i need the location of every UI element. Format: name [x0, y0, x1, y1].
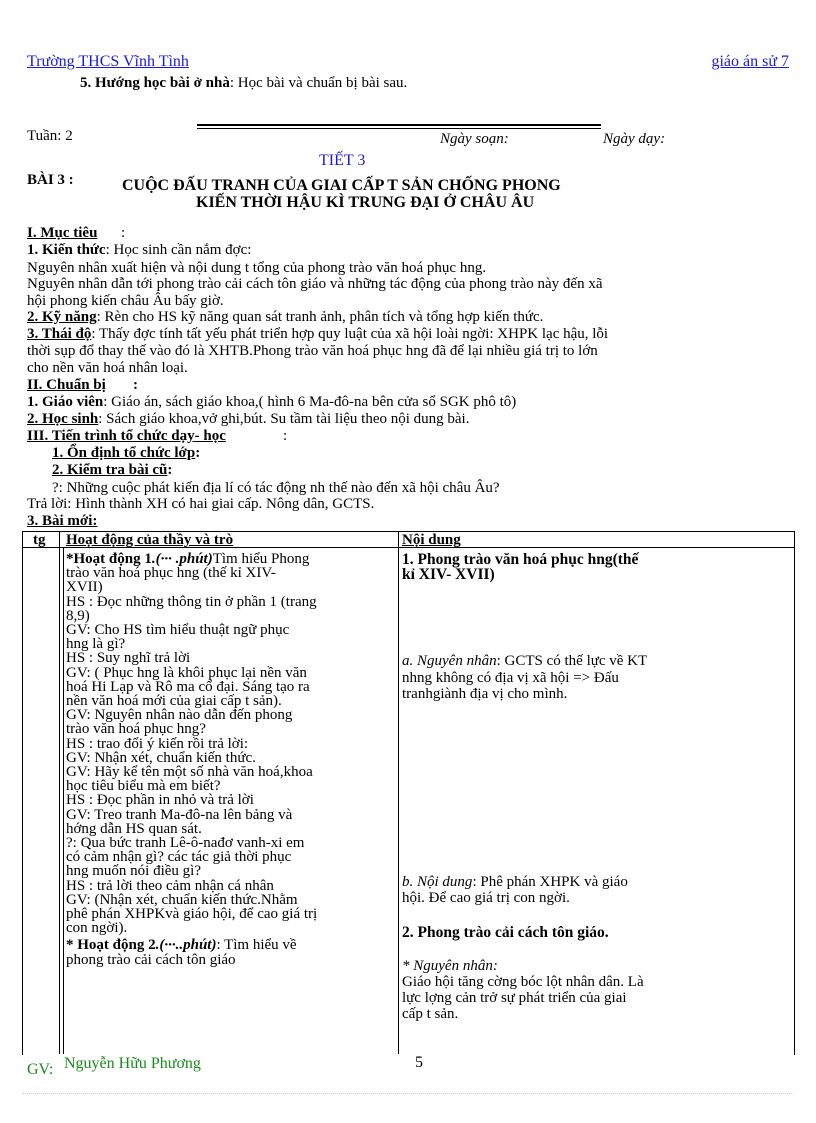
content-line-2: hội. Để cao giá trị con ngời.: [402, 890, 570, 906]
activity-2-title: * Hoạt động 2.(···..phút): Tìm hiểu về: [66, 937, 297, 954]
divider-bottom: [197, 128, 601, 129]
homework-line: 5. Hướng học bài ở nhà: Học bài và chuẩn bị bài sau.: [80, 75, 408, 91]
cause-line: a. Nguyên nhân: GCTS có thế lực về KT: [402, 653, 648, 669]
activity-line: ?: Qua bức tranh Lê-ô-nađơ vanh-xi em: [66, 835, 305, 852]
school-name: Trường THCS Vĩnh Tình: [27, 53, 189, 70]
step-2: 2. Kiểm tra bài cũ:: [52, 462, 173, 478]
th-time: tg: [33, 532, 46, 548]
activity-line: hoá Hi Lạp và Rô ma cổ đại. Sáng tạo ra: [66, 678, 310, 695]
th-content: Nội dung: [402, 532, 461, 548]
activity-line: phong trào cải cách tôn giáo: [66, 951, 236, 968]
reform-cause-1: Giáo hội tăng cờng bóc lột nhân dân. Là: [402, 974, 644, 990]
prep-date: Ngày soạn:: [440, 131, 509, 147]
review-answer: Trả lời: Hình thành XH có hai giai cấp. Nông dân, GCTS.: [27, 496, 375, 512]
activity-line: GV: (Nhận xét, chuẩn kiến thức.Nhằm: [66, 891, 298, 908]
subject-label: giáo án sử 7: [711, 53, 789, 70]
teacher-name: Nguyễn Hữu Phương: [64, 1055, 201, 1072]
activity-1-title: *Hoạt động 1.(··· .phút)Tìm hiểu Phong: [66, 551, 310, 567]
week-label: Tuần: 2: [27, 128, 73, 144]
activity-line: HS : trao đổi ý kiến rồi trả lời:: [66, 735, 249, 752]
activity-line: HS : trả lời theo cảm nhận cá nhân: [66, 877, 274, 894]
activity-column: [66, 552, 391, 967]
activity-line: HS : Đọc những thông tin ở phần 1 (trang: [66, 593, 317, 610]
attitude-3: cho nền văn hoá nhân loại.: [27, 360, 188, 376]
content-line: b. Nội dung: Phê phán XHPK và giáo: [402, 874, 628, 890]
activity-line: GV: Cho HS tìm hiểu thuật ngữ phục: [66, 622, 290, 639]
reform-cause-2: lực lợng cản trở sự phát triển của giai: [402, 990, 627, 1006]
teacher-prep: 1. Giáo viên: Giáo án, sách giáo khoa,( hình 6 Ma-đô-na bên cửa sổ SGK phô tô): [27, 394, 517, 410]
colon: :: [133, 377, 138, 393]
process-heading: III. Tiến trình tổ chức dạy- học: [27, 428, 226, 444]
gv-label: GV:: [27, 1061, 54, 1078]
cause-line-3: tranhgiành địa vị cho mình.: [402, 686, 568, 702]
col-divider-1b: [63, 548, 64, 1054]
activity-line: hng muốn nói điều gì?: [66, 863, 201, 880]
activity-line: nền văn hoá mới của giai cấp t sản).: [66, 693, 282, 710]
activity-line: con ngời).: [66, 920, 128, 937]
knowledge-3: hội phong kiến châu Âu bấy giờ.: [27, 293, 224, 309]
knowledge-2: Nguyên nhân dẫn tới phong trào cải cách tôn giáo và những tác động của phong trào này đến xã: [27, 276, 603, 292]
student-prep: 2. Học sinh: Sách giáo khoa,vở ghi,bút. Su tầm tài liệu theo nội dung bài.: [27, 411, 470, 427]
activity-line: hng là gì?: [66, 636, 126, 653]
activity-line: HS : Suy nghĩ trả lời: [66, 650, 191, 667]
activity-line: có cảm nhận gì? các tác giả thời phục: [66, 849, 292, 866]
lesson-title-2: KIẾN THỜI HẬU KÌ TRUNG ĐẠI Ở CHÂU ÂU: [196, 194, 535, 211]
step-3: 3. Bài mới:: [27, 513, 98, 529]
lesson-label: BÀI 3 :: [27, 172, 74, 188]
attitude-line: 3. Thái độ: Thấy đợc tính tất yếu phát triển hợp quy luật của xã hội loài ngời: XHPK lạc hậu, lỗi: [27, 326, 609, 342]
colon: :: [283, 428, 288, 444]
activity-line: GV: Nhận xét, chuẩn kiến thức.: [66, 749, 256, 766]
review-question: ?: Những cuộc phát kiến địa lí có tác động nh thế nào đến xã hội châu Âu?: [52, 480, 500, 496]
col-divider-2: [398, 531, 399, 1054]
content-heading-1b: kỉ XIV- XVII): [402, 566, 495, 583]
activity-line: trào văn hoá phục hng?: [66, 721, 206, 738]
knowledge-line: 1. Kiến thức: Học sinh cần nắm đợc:: [27, 242, 252, 258]
cause-line-2: nhng không có địa vị xã hội => Đấu: [402, 670, 619, 686]
preparation-heading: II. Chuẩn bị: [27, 377, 106, 393]
colon: :: [121, 225, 126, 241]
activity-line: trào văn hoá phục hng (thế kỉ XIV-: [66, 565, 276, 582]
page-edge: [22, 1093, 794, 1094]
activity-line: phê phán XHPKvà giáo hội, để cao giá trị: [66, 906, 318, 923]
objectives-heading: I. Mục tiêu: [27, 225, 98, 241]
period-label: TIẾT 3: [319, 152, 366, 169]
lesson-title-1: CUỘC ĐẤU TRANH CỦA GIAI CẤP T SẢN CHỐNG PHONG: [122, 177, 561, 194]
activity-line: XVII): [66, 579, 103, 596]
activity-line: GV: Hãy kể tên một số nhà văn hoá,khoa: [66, 764, 313, 781]
activity-line: GV: ( Phục hng là khôi phục lại nền văn: [66, 664, 307, 681]
activity-line: HS : Đọc phần in nhỏ và trả lời: [66, 792, 254, 809]
teach-date: Ngày dạy:: [603, 131, 666, 147]
activity-line: 8,9): [66, 607, 90, 624]
content-heading-1: 1. Phong trào văn hoá phục hng(thế: [402, 551, 639, 568]
knowledge-1: Nguyên nhân xuất hiện và nội dung t tổng của phong trào văn hoá phục hng.: [27, 260, 487, 276]
skill-line: 2. Kỹ năng: Rèn cho HS kỹ năng quan sát tranh ảnh, phân tích và tổng hợp kiến thức.: [27, 309, 544, 325]
th-activity: Hoạt động của thầy và trò: [66, 532, 234, 548]
page-number: 5: [415, 1054, 423, 1071]
reform-cause-label: * Nguyên nhân:: [402, 958, 498, 974]
content-heading-2: 2. Phong trào cải cách tôn giáo.: [402, 924, 609, 941]
attitude-2: thời sụp đổ thay thế vào đó là XHTB.Phong trào văn hoá phục hng đã để lại nhiều giá trị to lớn: [27, 343, 598, 359]
step-1: 1. Ổn định tổ chức lớp:: [52, 445, 201, 461]
divider-top: [197, 124, 601, 126]
activity-line: học tiêu biểu mà em biết?: [66, 778, 221, 795]
activity-line: GV: Nguyên nhân nào dẫn đến phong: [66, 707, 293, 724]
reform-cause-3: cấp t sản.: [402, 1006, 459, 1022]
activity-line: hớng dẫn HS quan sát.: [66, 820, 202, 837]
col-divider-1: [59, 531, 60, 1054]
activity-line: GV: Treo tranh Ma-đô-na lên bảng và: [66, 806, 293, 823]
